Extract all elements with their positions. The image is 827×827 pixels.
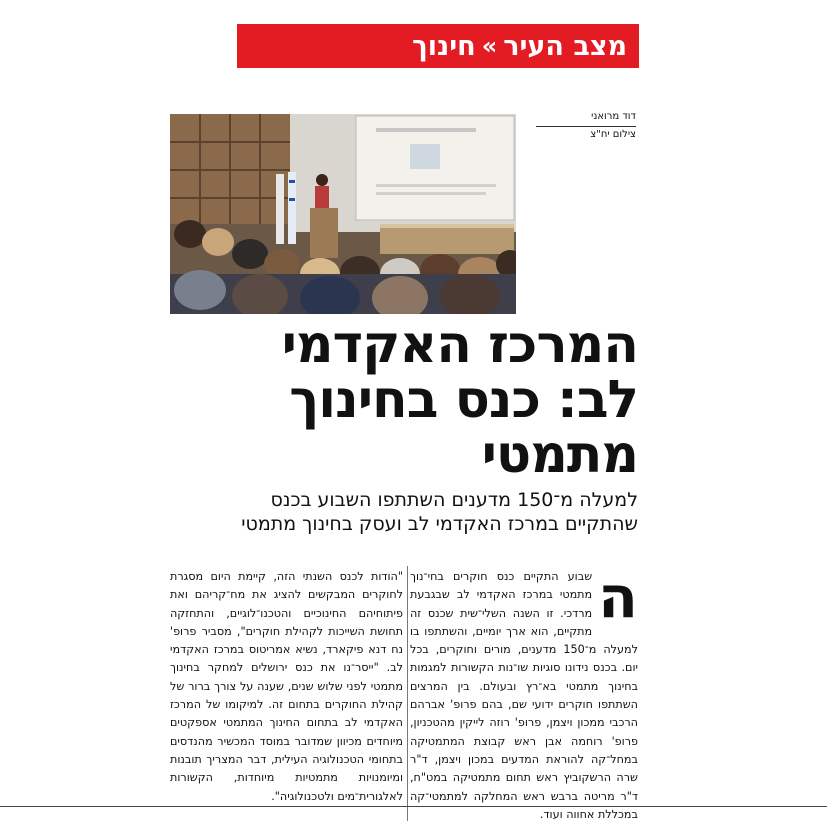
section-title: מצב העיר xyxy=(503,30,627,62)
body-text-left: "הודות לכנס השנתי הזה, קיימת היום מסגרת לחוקרים המבקשים להציג את מח־קריהם ואת פיתוחיהם החינוכיים והטכנו־לוגיים, והתחזקה תחושת השייכות לקהילת חוקרים", מסביר פרופ' נח דנא פיקארד, נשיא אמריטוס במרכז האקדמי לב. "ייסר־נו את כנס ירושלים למחקר בחינוך מתמטי לפני שלוש שנים, שענה על צורך ברור של קהילת החוקרים בתחום זה. למיקומו של המרכז האקדמי לב בתחום החינוך המתמטי אספקטים מיוחדים מכיוון שמדובר במוסד המכשיר מהנדסים בתחומי הטכנולוגיה העילית, דבר המצריך תובנות ומיומנויות מתמטיות מיוחדות, הקשורות לאלגורית־מים ולטכנולוגיה". xyxy=(170,570,403,803)
headline xyxy=(168,315,638,485)
column-divider xyxy=(407,566,408,821)
article-page xyxy=(155,18,660,821)
body-text-right: שבוע התקיים כנס חוקרים בחי־נוך מתמטי במרכז האקדמי לב שבגבעת מרדכי. זו השנה השלי־שית שכנס זה מתקיים, הוא ארך יומיים, והשתתפו בו למעלה מ־150 מדענים, מורים וחוקרים, בכל יום. בכנס נידונו סוגיות שו־נות הקשורות למגמות בחינוך מתמטי בא־רץ ובעולם. בין המרצים השתתפו חוקרים ידועי שם, בהם פרופ' אברהם הרכבי ממכון ויצמן, פרופ' רוזה לייקין מהטכניון, פרופ' רוחמה אבן ראש קבוצת המתמטיקה במחל־קה להוראת המדעים במכון ויצמן, ד"ר שרה הרשקוביץ ראש תחום מתמטיקה במט"ח, ד"ר מריטה ברבש ראש המחלקה למתמטי־קה במכללת אחווה ועוד. xyxy=(410,570,638,821)
section-subtitle: חינוך xyxy=(412,30,476,62)
section-band xyxy=(237,24,639,68)
body-column-right xyxy=(410,563,638,824)
body-column-left xyxy=(170,568,403,806)
subheadline xyxy=(158,488,638,536)
section-separator-icon: » xyxy=(481,32,498,60)
drop-cap: ה xyxy=(598,563,638,631)
headline-line-3: מתמטי xyxy=(481,425,638,485)
headline-line-1: המרכז האקדמי xyxy=(281,315,638,375)
photo-credit: צילום יח"צ xyxy=(590,129,636,140)
conference-photo xyxy=(170,114,516,314)
conference-photo-illustration xyxy=(170,114,516,314)
page-bottom-rule xyxy=(0,806,827,807)
subheadline-line-1: למעלה מ־150 מדענים השתתפו השבוע בכנס xyxy=(270,489,638,511)
headline-line-2: לב: כנס בחינוך xyxy=(289,370,638,430)
byline-author: דוד מרואני xyxy=(536,110,636,127)
subheadline-line-2: שהתקיים במרכז האקדמי לב ועסק בחינוך מתמטי xyxy=(241,513,638,535)
byline xyxy=(536,110,636,142)
